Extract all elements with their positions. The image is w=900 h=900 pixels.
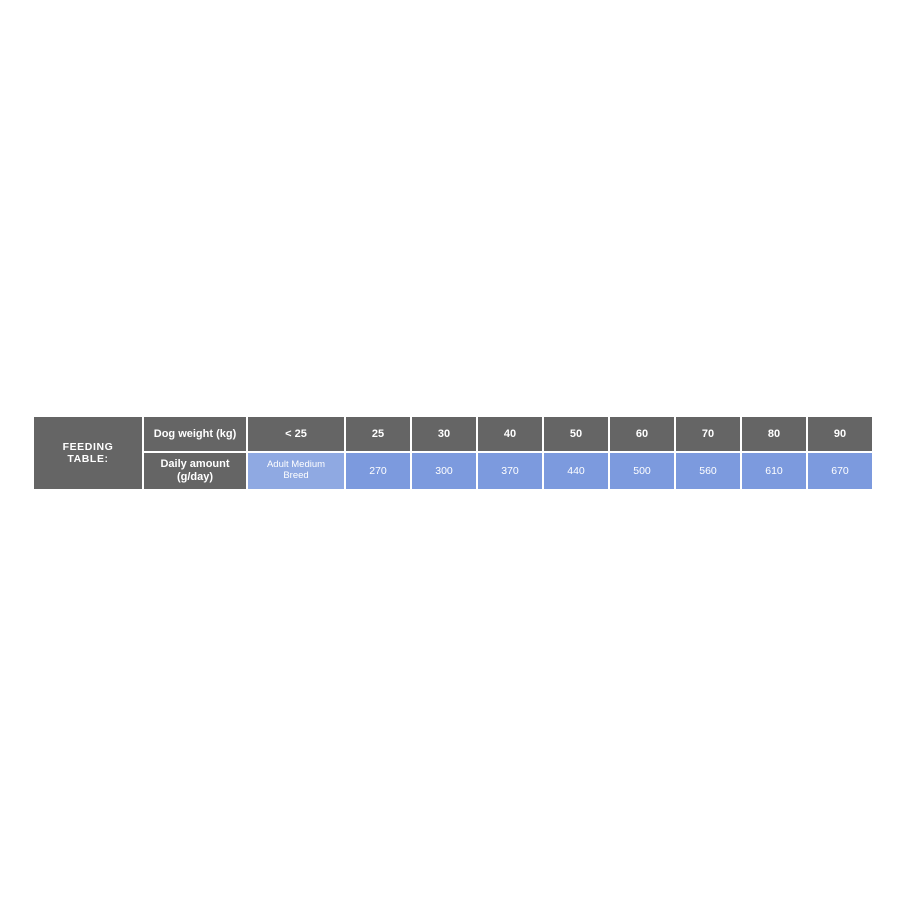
column-header-weight-5: 60 [610,417,674,451]
column-header-weight-6: 70 [676,417,740,451]
column-header-weight-2: 30 [412,417,476,451]
column-header-weight-7: 80 [742,417,806,451]
data-cell-amount-5: 500 [610,453,674,489]
row-header-dog-weight: Dog weight (kg) [144,417,246,451]
feeding-table-title-line1: FEEDING [62,440,114,453]
data-cell-amount-0-line1: Adult Medium [266,459,326,471]
feeding-table-title [34,417,142,489]
column-header-weight-8: 90 [808,417,872,451]
data-cell-amount-6: 560 [676,453,740,489]
data-cell-amount-7: 610 [742,453,806,489]
column-header-weight-3: 40 [478,417,542,451]
feeding-table [32,415,874,491]
column-header-weight-0: < 25 [248,417,344,451]
data-cell-amount-8: 670 [808,453,872,489]
row-header-daily-amount-line1: Daily amount [160,458,230,471]
data-cell-amount-0-line2: Breed [283,470,309,481]
data-cell-amount-2: 300 [412,453,476,489]
feeding-table-container [32,415,868,491]
data-cell-amount-0 [248,453,344,489]
data-cell-amount-1: 270 [346,453,410,489]
column-header-weight-4: 50 [544,417,608,451]
table-row [34,417,872,451]
row-header-daily-amount [144,453,246,489]
feeding-table-title-line2: TABLE: [67,453,109,465]
data-cell-amount-3: 370 [478,453,542,489]
row-header-daily-amount-line2: (g/day) [176,471,214,483]
data-cell-amount-4: 440 [544,453,608,489]
table-row [34,453,872,489]
column-header-weight-1: 25 [346,417,410,451]
